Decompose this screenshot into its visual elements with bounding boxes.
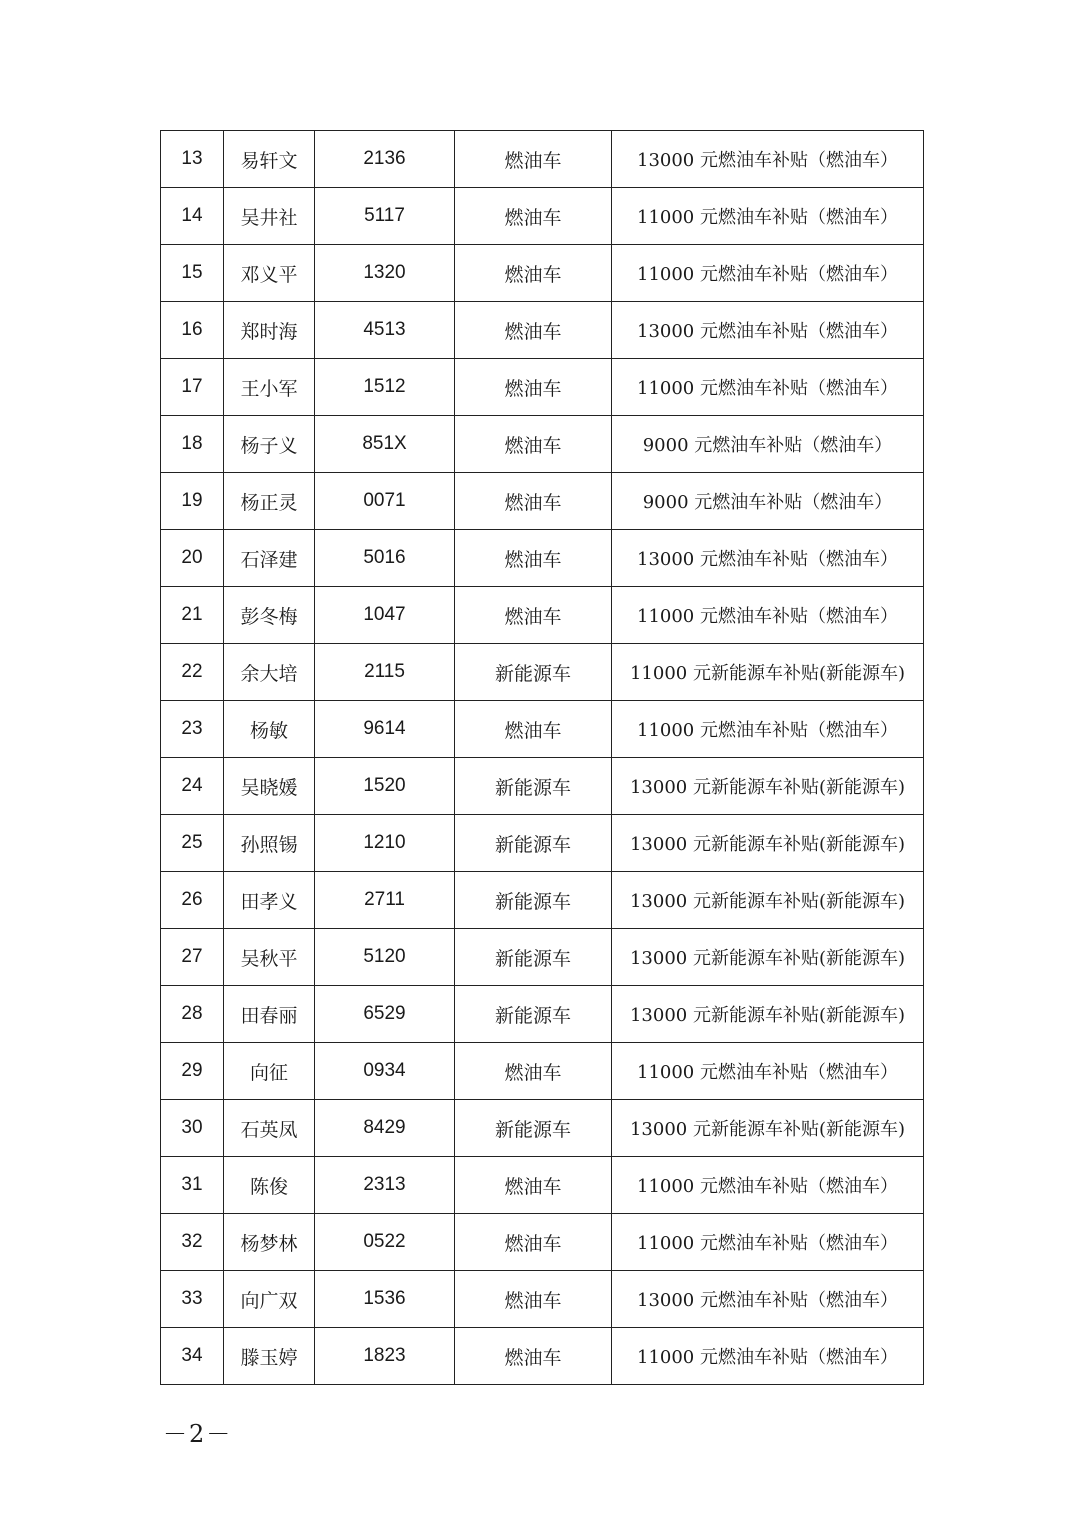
id-suffix-cell: 1320 <box>315 245 455 302</box>
row-number-cell: 27 <box>161 929 224 986</box>
table-row <box>161 872 924 929</box>
id-suffix-cell: 8429 <box>315 1100 455 1157</box>
table-row <box>161 1100 924 1157</box>
subsidy-cell: 11000 元燃油车补贴（燃油车） <box>612 188 924 245</box>
subsidy-cell: 9000 元燃油车补贴（燃油车） <box>612 473 924 530</box>
vehicle-type-cell: 新能源车 <box>455 815 612 872</box>
vehicle-type-cell: 新能源车 <box>455 986 612 1043</box>
subsidy-cell: 13000 元燃油车补贴（燃油车） <box>612 530 924 587</box>
name-cell: 吴晓媛 <box>224 758 315 815</box>
table-row <box>161 302 924 359</box>
row-number-cell: 18 <box>161 416 224 473</box>
table-row <box>161 245 924 302</box>
vehicle-type-cell: 新能源车 <box>455 872 612 929</box>
id-suffix-cell: 1047 <box>315 587 455 644</box>
subsidy-cell: 11000 元燃油车补贴（燃油车） <box>612 701 924 758</box>
name-cell: 田春丽 <box>224 986 315 1043</box>
id-suffix-cell: 6529 <box>315 986 455 1043</box>
subsidy-cell: 11000 元燃油车补贴（燃油车） <box>612 587 924 644</box>
vehicle-type-cell: 燃油车 <box>455 473 612 530</box>
id-suffix-cell: 0934 <box>315 1043 455 1100</box>
row-number-cell: 13 <box>161 131 224 188</box>
id-suffix-cell: 9614 <box>315 701 455 758</box>
table-row <box>161 758 924 815</box>
subsidy-cell: 11000 元燃油车补贴（燃油车） <box>612 1043 924 1100</box>
vehicle-type-cell: 新能源车 <box>455 1100 612 1157</box>
id-suffix-cell: 0071 <box>315 473 455 530</box>
row-number-cell: 19 <box>161 473 224 530</box>
subsidy-cell: 11000 元新能源车补贴(新能源车) <box>612 644 924 701</box>
table-row <box>161 530 924 587</box>
subsidy-cell: 11000 元燃油车补贴（燃油车） <box>612 1328 924 1385</box>
name-cell: 杨梦林 <box>224 1214 315 1271</box>
table-row <box>161 929 924 986</box>
subsidy-cell: 13000 元新能源车补贴(新能源车) <box>612 1100 924 1157</box>
table-row <box>161 986 924 1043</box>
page-number: －2－ <box>163 1420 233 1448</box>
table-row <box>161 416 924 473</box>
table-row <box>161 701 924 758</box>
name-cell: 滕玉婷 <box>224 1328 315 1385</box>
table-row <box>161 188 924 245</box>
name-cell: 向广双 <box>224 1271 315 1328</box>
row-number-cell: 16 <box>161 302 224 359</box>
vehicle-type-cell: 燃油车 <box>455 416 612 473</box>
subsidy-cell: 13000 元新能源车补贴(新能源车) <box>612 815 924 872</box>
table-row <box>161 644 924 701</box>
id-suffix-cell: 5117 <box>315 188 455 245</box>
table-row <box>161 1214 924 1271</box>
row-number-cell: 32 <box>161 1214 224 1271</box>
subsidy-cell: 9000 元燃油车补贴（燃油车） <box>612 416 924 473</box>
id-suffix-cell: 1210 <box>315 815 455 872</box>
name-cell: 孙照锡 <box>224 815 315 872</box>
name-cell: 杨正灵 <box>224 473 315 530</box>
vehicle-type-cell: 新能源车 <box>455 758 612 815</box>
subsidy-table-body <box>161 131 924 1385</box>
name-cell: 吴秋平 <box>224 929 315 986</box>
id-suffix-cell: 4513 <box>315 302 455 359</box>
vehicle-type-cell: 新能源车 <box>455 929 612 986</box>
vehicle-type-cell: 燃油车 <box>455 701 612 758</box>
row-number-cell: 22 <box>161 644 224 701</box>
row-number-cell: 30 <box>161 1100 224 1157</box>
subsidy-cell: 13000 元燃油车补贴（燃油车） <box>612 131 924 188</box>
table-row <box>161 359 924 416</box>
id-suffix-cell: 851X <box>315 416 455 473</box>
row-number-cell: 33 <box>161 1271 224 1328</box>
vehicle-type-cell: 燃油车 <box>455 302 612 359</box>
name-cell: 石泽建 <box>224 530 315 587</box>
vehicle-type-cell: 燃油车 <box>455 188 612 245</box>
vehicle-type-cell: 燃油车 <box>455 245 612 302</box>
subsidy-cell: 11000 元燃油车补贴（燃油车） <box>612 359 924 416</box>
vehicle-type-cell: 燃油车 <box>455 587 612 644</box>
row-number-cell: 31 <box>161 1157 224 1214</box>
id-suffix-cell: 2136 <box>315 131 455 188</box>
name-cell: 王小军 <box>224 359 315 416</box>
subsidy-cell: 13000 元燃油车补贴（燃油车） <box>612 1271 924 1328</box>
vehicle-type-cell: 燃油车 <box>455 1214 612 1271</box>
subsidy-cell: 13000 元新能源车补贴(新能源车) <box>612 758 924 815</box>
subsidy-cell: 11000 元燃油车补贴（燃油车） <box>612 1214 924 1271</box>
id-suffix-cell: 1520 <box>315 758 455 815</box>
row-number-cell: 28 <box>161 986 224 1043</box>
table-row <box>161 587 924 644</box>
row-number-cell: 29 <box>161 1043 224 1100</box>
id-suffix-cell: 2115 <box>315 644 455 701</box>
vehicle-type-cell: 新能源车 <box>455 644 612 701</box>
name-cell: 余大培 <box>224 644 315 701</box>
row-number-cell: 21 <box>161 587 224 644</box>
name-cell: 石英凤 <box>224 1100 315 1157</box>
vehicle-type-cell: 燃油车 <box>455 530 612 587</box>
table-row <box>161 815 924 872</box>
id-suffix-cell: 2313 <box>315 1157 455 1214</box>
name-cell: 陈俊 <box>224 1157 315 1214</box>
table-row <box>161 1328 924 1385</box>
name-cell: 田孝义 <box>224 872 315 929</box>
vehicle-type-cell: 燃油车 <box>455 1043 612 1100</box>
name-cell: 邓义平 <box>224 245 315 302</box>
name-cell: 彭冬梅 <box>224 587 315 644</box>
table-row <box>161 131 924 188</box>
id-suffix-cell: 5016 <box>315 530 455 587</box>
subsidy-table <box>160 130 924 1385</box>
subsidy-cell: 13000 元新能源车补贴(新能源车) <box>612 929 924 986</box>
id-suffix-cell: 1536 <box>315 1271 455 1328</box>
row-number-cell: 20 <box>161 530 224 587</box>
vehicle-type-cell: 燃油车 <box>455 1271 612 1328</box>
row-number-cell: 17 <box>161 359 224 416</box>
row-number-cell: 25 <box>161 815 224 872</box>
row-number-cell: 14 <box>161 188 224 245</box>
table-row <box>161 1271 924 1328</box>
name-cell: 杨敏 <box>224 701 315 758</box>
row-number-cell: 26 <box>161 872 224 929</box>
subsidy-cell: 11000 元燃油车补贴（燃油车） <box>612 1157 924 1214</box>
row-number-cell: 23 <box>161 701 224 758</box>
table-row <box>161 1043 924 1100</box>
subsidy-cell: 13000 元新能源车补贴(新能源车) <box>612 872 924 929</box>
row-number-cell: 24 <box>161 758 224 815</box>
name-cell: 向征 <box>224 1043 315 1100</box>
table-row <box>161 473 924 530</box>
table-row <box>161 1157 924 1214</box>
id-suffix-cell: 2711 <box>315 872 455 929</box>
subsidy-cell: 11000 元燃油车补贴（燃油车） <box>612 245 924 302</box>
vehicle-type-cell: 燃油车 <box>455 1157 612 1214</box>
name-cell: 郑时海 <box>224 302 315 359</box>
subsidy-cell: 13000 元新能源车补贴(新能源车) <box>612 986 924 1043</box>
row-number-cell: 15 <box>161 245 224 302</box>
name-cell: 杨子义 <box>224 416 315 473</box>
id-suffix-cell: 1823 <box>315 1328 455 1385</box>
vehicle-type-cell: 燃油车 <box>455 131 612 188</box>
name-cell: 易轩文 <box>224 131 315 188</box>
name-cell: 吴井社 <box>224 188 315 245</box>
id-suffix-cell: 0522 <box>315 1214 455 1271</box>
subsidy-cell: 13000 元燃油车补贴（燃油车） <box>612 302 924 359</box>
vehicle-type-cell: 燃油车 <box>455 1328 612 1385</box>
vehicle-type-cell: 燃油车 <box>455 359 612 416</box>
id-suffix-cell: 5120 <box>315 929 455 986</box>
row-number-cell: 34 <box>161 1328 224 1385</box>
id-suffix-cell: 1512 <box>315 359 455 416</box>
